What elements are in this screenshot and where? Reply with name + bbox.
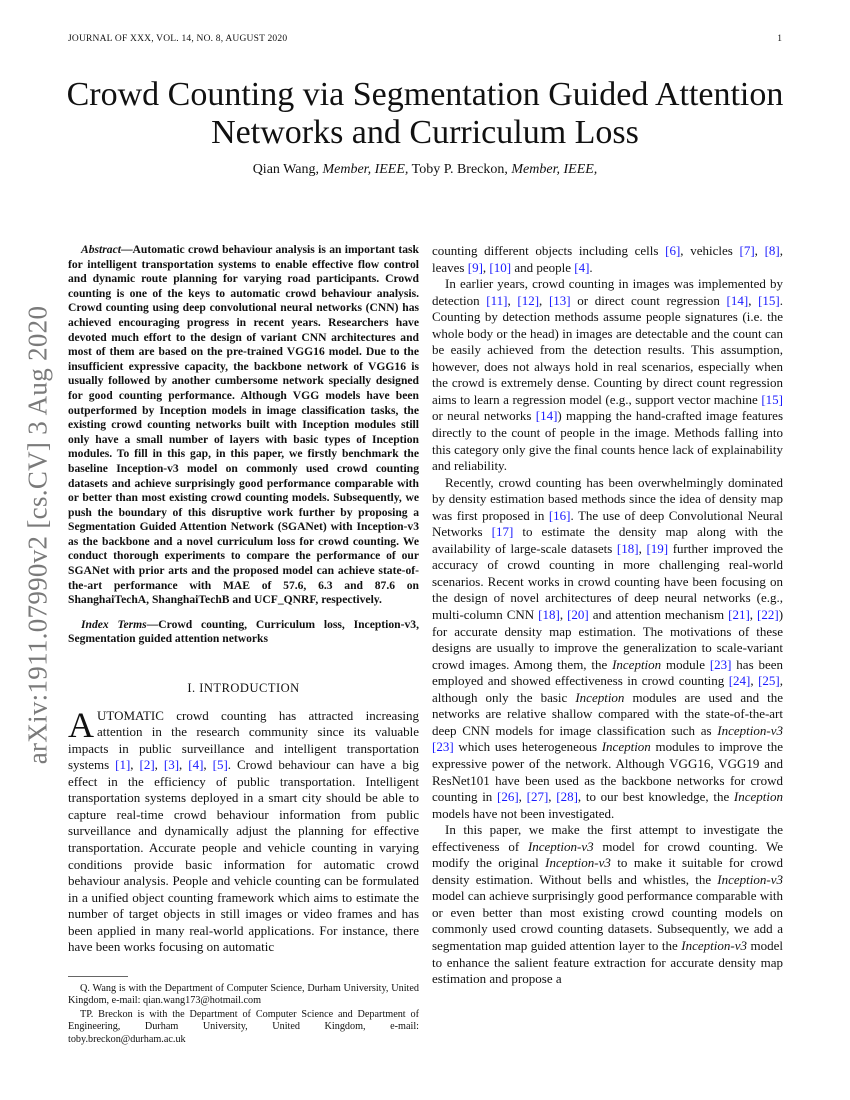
text: modules to improve the expressive power of the network. Although VGG16, VGG19 and ResNet101 have been used as the backbone networks for crowd counting in <box>432 739 783 805</box>
citation-link[interactable]: [13] <box>548 292 571 308</box>
italic-term: Inception <box>612 656 662 672</box>
author-1-role: Member, IEEE, <box>322 162 409 177</box>
citation-link[interactable]: [9] <box>467 259 483 275</box>
text: to make it suitable for crowd density estimation. Without bells and whistles, the <box>432 855 783 887</box>
intro-paragraph: AUTOMATIC crowd counting has attracted increasing attention in the research community since its valuable impacts in public surveillance and intelligent transportation systems [1], [2], [3], [4], [5]. Crowd behaviour can have a big effect in the efficiency of public transportation. Intelligent transportation systems deployed in a smart city should be able to capture real-time crowd behaviour information from public surveillance and dynamically adjust the planning for effective transportation. Accurate people and vehicle counting in varying conditions provide basic information for automatic crowd behaviour analysis. People and vehicle counting can be formulated in a unified object counting framework which aims to estimate the number of target objects in still images or video frames and has been applied in many real-world applications. For instance, there have been works focusing on automatic <box>68 704 420 955</box>
text: and people <box>511 259 575 275</box>
index-terms-text: —Crowd counting, Curriculum loss, Inception-v3, Segmentation guided attention networks <box>68 617 419 646</box>
drop-cap: A <box>68 704 94 745</box>
left-column <box>68 243 419 956</box>
text: and attention mechanism <box>588 607 729 623</box>
citation-link[interactable]: [7] <box>739 243 755 258</box>
footnote-author-1: Q. Wang is with the Department of Computer Science, Durham University, United Kingdom, e-mail: qian.wang173@hotmail.com <box>68 983 419 1007</box>
right-paragraph-1: counting different objects including cells [6], vehicles [7], [8], leaves [9], [10] and people [4]. <box>432 243 783 275</box>
text: further improved the accuracy of crowd counting in more challenging real-world scenarios. Recent works in crowd counting have been focusing on the design of novel architectures of deep neural networks (e.g., multi-column CNN <box>432 540 783 623</box>
text: In this paper, we make the first attempt to investigate the effectiveness of <box>432 822 783 854</box>
author-2: Toby P. Breckon, <box>411 162 508 177</box>
index-terms-label: Index Terms <box>81 617 147 631</box>
footnote-rule <box>68 976 128 977</box>
intro-text-2: . Crowd behaviour can have a big effect in the efficiency of public transportation. Intelligent transportation systems deployed in a smart city should be able to capture real-time crowd behaviour information from public surveillance and dynamically adjust the planning for effective transportation. Accurate people and vehicle counting in varying conditions provide basic information for automatic crowd behaviour analysis. People and vehicle counting can be formulated in a unified object counting framework which aims to estimate the number of target objects in still images or video frames and has been applied in many real-world applications. For instance, there have been works focusing on automatic <box>68 757 420 955</box>
abstract-label: Abstract <box>81 243 121 256</box>
paper-title: Crowd Counting via Segmentation Guided Attention Networks and Curriculum Loss <box>66 76 784 151</box>
citation-link[interactable]: [6] <box>665 243 681 258</box>
index-terms <box>68 618 419 647</box>
citation-link[interactable]: [2] <box>139 757 155 773</box>
text: . Counting by detection methods assume people signatures (i.e. the whole body or the head) in images are detectable and the count can be easily achieved from the detection results. This assumption, however, does not always hold in real scenarios, especially when the crowd is extremely dense. Counting by direct count regression aims to learn a regression model (e.g., support vector machine <box>432 292 784 407</box>
text: model for crowd counting. We modify the original <box>432 838 783 871</box>
citation-link[interactable]: [23] <box>432 739 454 755</box>
text: has been employed and showed effectiveness in crowd counting <box>432 656 783 689</box>
right-paragraph-2: In earlier years, crowd counting in images was implemented by detection [11], [12], [13] or direct count regression [14], [15]. Counting by detection methods assume people signatures (i.e. the whole body or the head) in images are detectable and the count can be easily achieved from the detection results. This assumption, however, does not always hold in real scenarios, especially when the crowd is extremely dense. Counting by direct count regression aims to learn a regression model (e.g., support vector machine [15] or neural networks [14]) mapping the hand-crafted image features directly to the count of people in the image. Methods falling into this category only give the final counts hence lack of explainability and reliability. <box>432 276 784 474</box>
italic-term: Inception-v3 <box>545 855 611 871</box>
abstract-text: —Automatic crowd behaviour analysis is an important task for intelligent transportation systems to enable effective flow control and dynamic route planning for varying road participants. Crowd counting is one of the keys to automatic crowd behaviour analysis. Crowd counting using deep convolutional neural networks (CNN) has achieved encouraging progress in recent years. Researchers have devoted much effort to the design of variant CNN architectures and most of them are based on the pre-trained VGG16 model. Due to the insufficient expressive capacity, the backbone network of VGG16 is usually followed by another cumbersome network specially designed for good counting performance. Although VGG models have been outperformed by Inception models in image classification tasks, the existing crowd counting networks built with Inception modules still only have a small number of layers with basic types of Inception modules. To fill in this gap, in this paper, we firstly benchmark the baseline Inception-v3 model on commonly used crowd counting datasets and achieve surprisingly good performance comparable with or better than most existing crowd counting models. Subsequently, we push the boundary of this disruptive work further by proposing a Segmentation Guided Attention Network (SGANet) with Inception-v3 as the backbone and a novel curriculum loss for crowd counting. We conduct thorough experiments to compare the performance of our SGANet with prior arts and the proposed model can achieve state-of-the-art performance with MAE of 57.6, 6.3 and 87.6 on ShanghaiTechA, ShanghaiTechB and UCF_QNRF, respectively. <box>68 243 419 607</box>
text: model can achieve surprisingly good performance comparable with or even better than most existing crowd counting models on commonly used crowd counting datasets. Subsequently, we add a segmentation map guided attention layer to the <box>432 888 783 953</box>
italic-term: Inception-v3 <box>717 871 783 887</box>
citation-link[interactable]: [3] <box>163 757 180 773</box>
citation-link[interactable]: [18] <box>616 540 639 556</box>
arxiv-stamp-text: arXiv:1911.07990v2 [cs.CV] 3 Aug 2020 <box>22 305 53 765</box>
citation-link[interactable]: [15] <box>758 292 780 308</box>
citation-link[interactable]: [10] <box>489 259 512 275</box>
text: ) for accurate density map estimation. The motivations of these designs are usually to improve the generalization to scale-variant crowd images. Among them, the <box>432 607 784 672</box>
citation-link[interactable]: [19] <box>646 540 669 556</box>
author-2-role: Member, IEEE, <box>511 162 598 177</box>
author-1: Qian Wang, <box>252 162 319 177</box>
text: , although only the basic <box>432 673 783 705</box>
italic-term: Inception-v3 <box>527 838 594 854</box>
italic-term: Inception-v3 <box>681 937 747 953</box>
intro-text-1: UTOMATIC crowd counting has attracted increasing attention in the research community since its valuable impacts in public surveillance and intelligent transportation systems <box>68 707 419 773</box>
citation-link[interactable]: [26] <box>497 789 519 805</box>
right-paragraph-4 <box>432 822 783 987</box>
text: counting different objects including cells <box>432 243 666 258</box>
citation-link[interactable]: [23] <box>709 656 732 672</box>
section-title-rest: NTRODUCTION <box>203 681 300 696</box>
citation-link[interactable]: [1] <box>115 757 131 773</box>
italic-term: Inception-v3 <box>717 722 783 738</box>
italic-term: Inception <box>575 689 625 705</box>
abstract <box>68 243 419 608</box>
citation-link[interactable]: [28] <box>556 789 578 805</box>
citation-link[interactable]: [12] <box>517 292 540 308</box>
section-heading-introduction <box>68 680 419 697</box>
text: Recently, crowd counting has been overwhelmingly dominated by density estimation based methods since the idea of density map was first proposed in <box>432 474 783 523</box>
citation-link[interactable]: [27] <box>526 789 549 805</box>
text: model to enhance the salient feature extraction for accurate density map estimation and propose a <box>432 937 783 987</box>
citation-link[interactable]: [22] <box>757 607 779 623</box>
citation-link[interactable]: [17] <box>491 524 514 540</box>
right-paragraph-3: Recently, crowd counting has been overwhelmingly dominated by density estimation based methods since the idea of density map was first proposed in [16]. The use of deep Convolutional Neural Networks [17] to estimate the density map along with the availability of large-scale datasets [18], [19] further improved the accuracy of crowd counting in more challenging real-world scenarios. Recent works in crowd counting have been focusing on the design of novel architectures of deep neural networks (e.g., multi-column CNN [18], [20] and attention mechanism [21], [22]) for accurate density map estimation. The motivations of these designs are usually to improve the generalization to scale-variant crowd images. Among them, the Inception module [23] has been employed and showed effectiveness in crowd counting [24], [25], although only the basic Inception modules are used and the networks are relative shallow compared with the state-of-the-art deep CNN models for image classification such as Inception-v3 [23] which uses heterogeneous Inception modules to improve the expressive power of the network. Although VGG16, VGG19 and ResNet101 have been used as the backbone networks for crowd counting in [26], [27], [28], to our best knowledge, the Inception models have not been investigated. <box>432 474 784 821</box>
citation-link[interactable]: [16] <box>548 507 571 523</box>
citation-link[interactable]: [21] <box>728 607 750 623</box>
italic-term: Inception <box>733 789 784 805</box>
footnotes <box>68 976 419 1047</box>
text: models have not been investigated. <box>432 805 615 821</box>
text: to estimate the density map along with the availability of large-scale datasets <box>432 524 784 556</box>
text: , to our best knowledge, the <box>577 789 734 805</box>
citation-link[interactable]: [24] <box>728 673 751 689</box>
citation-link[interactable]: [20] <box>567 607 589 623</box>
running-header: JOURNAL OF XXX, VOL. 14, NO. 8, AUGUST 2020 <box>68 34 288 44</box>
italic-term: Inception <box>601 739 651 755</box>
text: ) mapping the hand-crafted image features directly to the count of people in the image. Methods falling into this category only give the final counts hence lack of explainability and reliability. <box>432 408 783 474</box>
page-number: 1 <box>777 34 782 44</box>
citation-link[interactable]: [14] <box>726 292 749 308</box>
arxiv-stamp <box>18 290 58 780</box>
right-column <box>432 243 783 988</box>
text: In earlier years, crowd counting in images was implemented by detection <box>432 276 783 308</box>
citation-link[interactable]: [11] <box>486 292 508 308</box>
citation-link[interactable]: [18] <box>538 607 560 623</box>
citation-link[interactable]: [4] <box>574 259 590 275</box>
footnote-author-2: TP. Breckon is with the Department of Computer Science and Department of Engineering, Durham University, United Kingdom, e-mail: toby.breckon@durham.ac.uk <box>68 1008 419 1045</box>
citation-link[interactable]: [14] <box>535 408 558 424</box>
text: or neural networks <box>432 408 536 424</box>
citation-link[interactable]: [25] <box>758 673 780 689</box>
citation-link[interactable]: [5] <box>212 757 228 773</box>
section-title-cap: I <box>199 681 204 696</box>
text: which uses heterogeneous <box>453 739 602 755</box>
text: module <box>661 656 710 672</box>
author-line <box>40 162 810 178</box>
text: . The use of deep Convolutional Neural Networks <box>432 507 783 540</box>
text: or direct count regression <box>570 292 727 308</box>
text: leaves <box>432 259 468 275</box>
citation-link[interactable]: [4] <box>188 757 204 773</box>
text: modules are used and the networks are relative shallow compared with the state-of-the-art deep CNN models for image classification such as <box>432 689 784 738</box>
citation-link[interactable]: [8] <box>764 243 780 258</box>
section-number: I. <box>187 681 196 696</box>
text: , vehicles <box>680 243 740 258</box>
citation-link[interactable]: [15] <box>761 391 783 407</box>
